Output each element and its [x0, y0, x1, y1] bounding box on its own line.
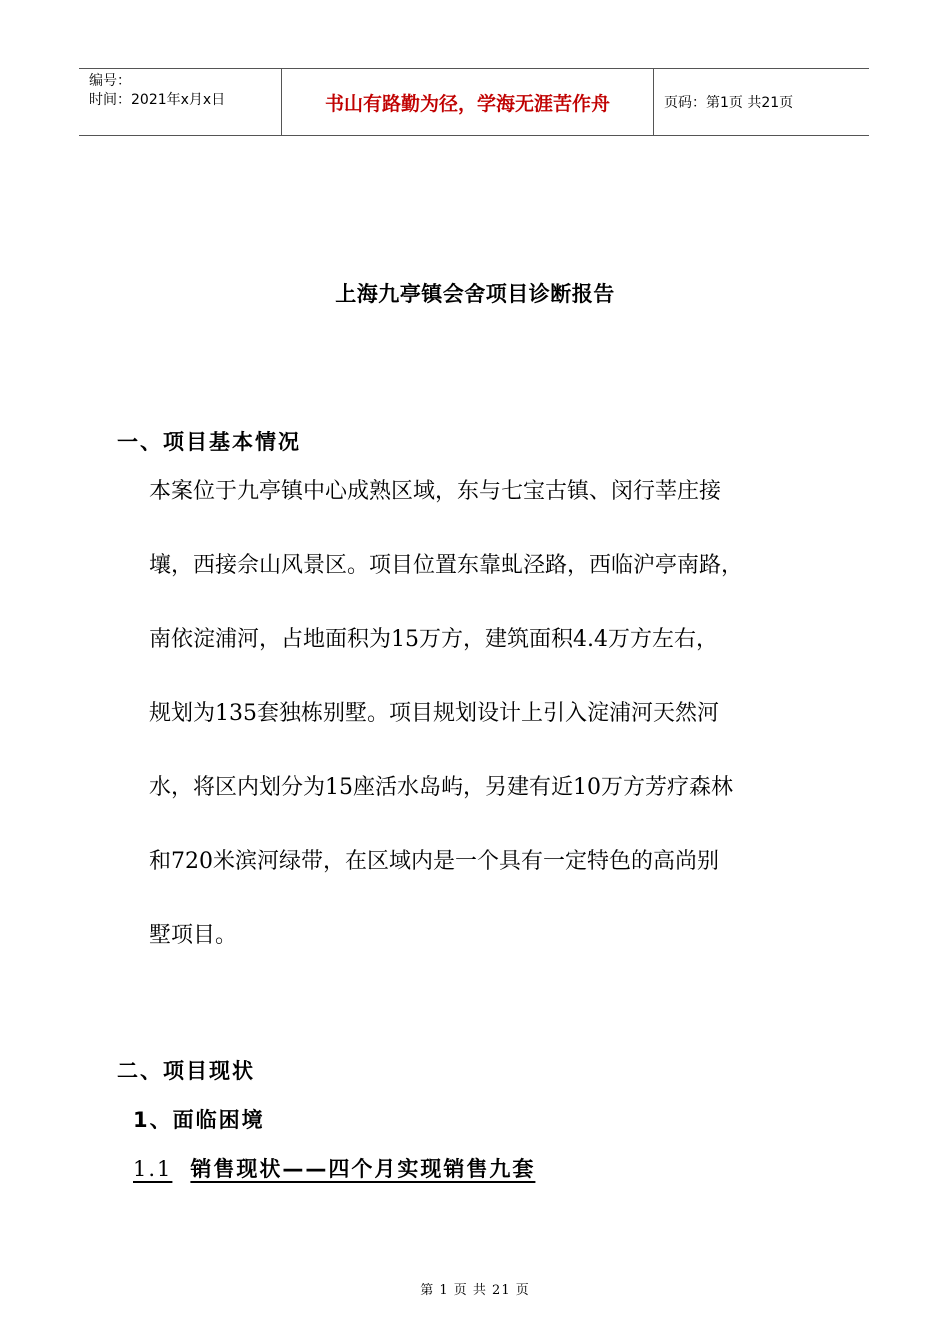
page-footer: 第 1 页 共 21 页	[420, 1283, 530, 1298]
subsubsection-heading	[133, 1153, 535, 1183]
section1-heading: 一、项目基本情况	[117, 430, 301, 454]
header-table	[79, 68, 869, 136]
subsubsection-number: 1.1	[133, 1157, 173, 1181]
motto-text: 书山有路勤为径，学海无涯苦作舟	[324, 92, 610, 115]
paragraph-line: 规划为135套独栋别墅。项目规划设计上引入淀浦河天然河	[149, 701, 719, 726]
document-title: 上海九亭镇会舍项目诊断报告	[335, 282, 615, 306]
section2-heading: 二、项目现状	[117, 1059, 255, 1083]
header-meta-cell	[79, 69, 281, 135]
date-label: 时间：2021年x月x日	[89, 92, 226, 108]
header-motto-cell	[281, 69, 654, 135]
section1-paragraph	[149, 455, 849, 973]
subsubsection-title: 销售现状——四个月实现销售九套	[190, 1157, 536, 1181]
paragraph-line: 南依淀浦河，占地面积为15万方，建筑面积4.4万方左右，	[149, 627, 718, 652]
page-info: 页码：第1页 共21页	[664, 95, 794, 111]
paragraph-line: 本案位于九亭镇中心成熟区域，东与七宝古镇、闵行莘庄接	[149, 479, 722, 504]
code-label: 编号：	[89, 73, 131, 89]
paragraph-line: 水，将区内划分为15座活水岛屿，另建有近10万方芳疗森林	[149, 775, 733, 800]
paragraph-line: 和720米滨河绿带，在区域内是一个具有一定特色的高尚别	[149, 849, 719, 874]
header-page-cell	[654, 69, 869, 135]
paragraph-line: 壤，西接佘山风景区。项目位置东靠虬泾路，西临沪亭南路，	[149, 553, 744, 578]
paragraph-line: 墅项目。	[149, 923, 238, 948]
subsection-heading: 1、面临困境	[133, 1108, 265, 1132]
